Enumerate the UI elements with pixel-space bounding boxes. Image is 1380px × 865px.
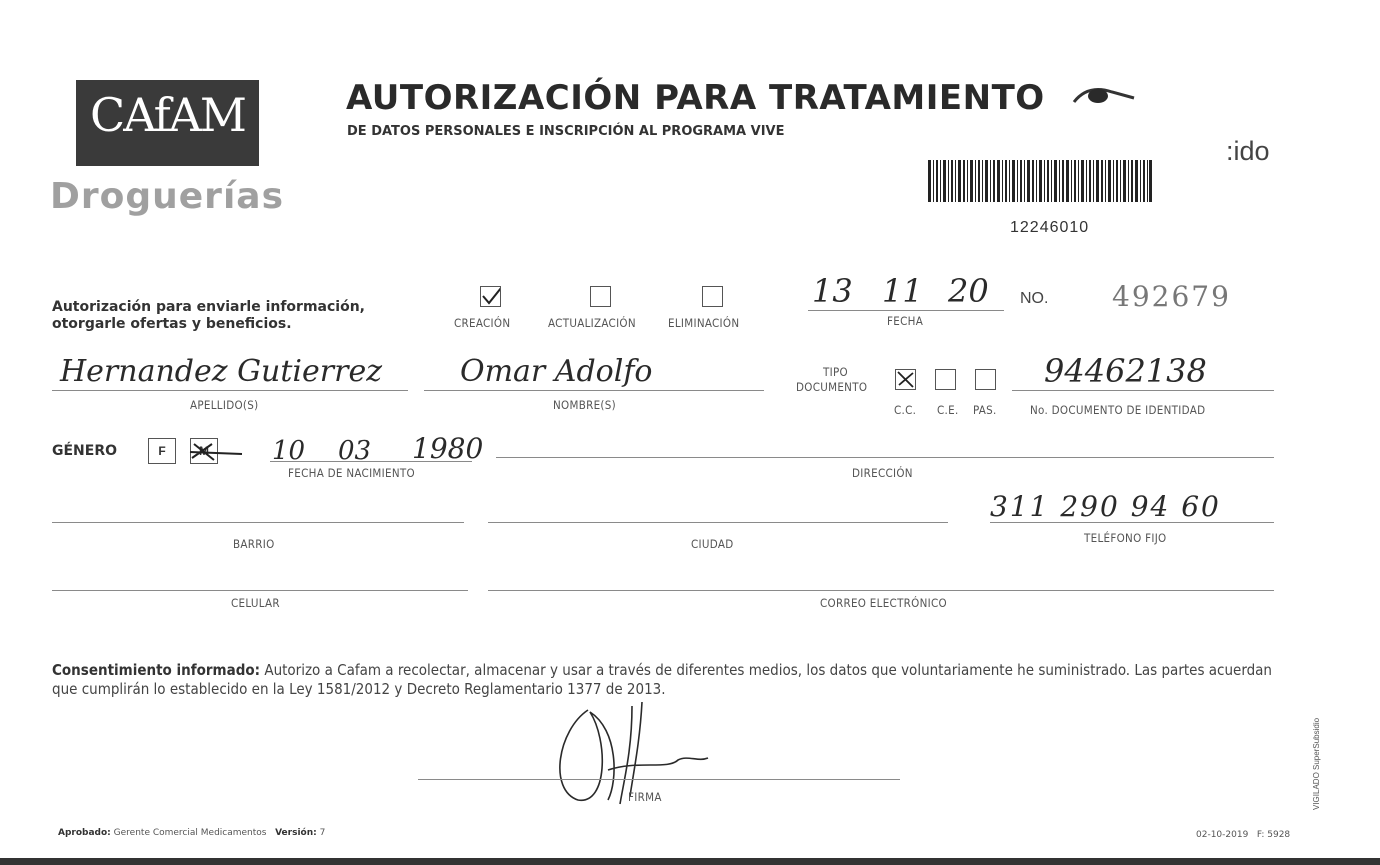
date-line	[808, 310, 1004, 311]
actualizacion-label: ACTUALIZACIÓN	[548, 316, 636, 330]
date-label: FECHA	[887, 314, 924, 328]
barrio-field[interactable]	[52, 522, 464, 523]
date-year: 20	[948, 272, 989, 310]
nombre-field[interactable]	[424, 390, 764, 391]
documento-label: DOCUMENTO	[796, 380, 868, 394]
barcode	[928, 160, 1152, 202]
barrio-label: BARRIO	[233, 537, 275, 551]
cafam-logo: CAfAM	[90, 88, 245, 142]
eye-stamp-icon	[1068, 78, 1140, 110]
side-text-fragment: :ido	[1226, 136, 1270, 166]
nombre-label: NOMBRE(S)	[553, 398, 616, 412]
ce-checkbox[interactable]	[935, 369, 956, 390]
bottom-border	[0, 858, 1380, 865]
barcode-number: 12246010	[1010, 219, 1090, 236]
birth-date-label: FECHA DE NACIMIENTO	[288, 466, 415, 480]
eliminacion-label: ELIMINACIÓN	[668, 316, 740, 330]
tipo-label: TIPO	[823, 365, 848, 379]
apellido-label: APELLIDO(S)	[190, 398, 259, 412]
ce-label: C.E.	[937, 403, 959, 417]
creacion-label: CREACIÓN	[454, 316, 511, 330]
x-mark-icon	[896, 370, 915, 389]
pas-checkbox[interactable]	[975, 369, 996, 390]
telefono-field[interactable]	[990, 522, 1274, 523]
authorization-prompt-line1: Autorización para enviarle información,	[52, 299, 365, 315]
ciudad-field[interactable]	[488, 522, 948, 523]
creacion-checkbox[interactable]	[480, 286, 501, 307]
eliminacion-checkbox[interactable]	[702, 286, 723, 307]
document-title: AUTORIZACIÓN PARA TRATAMIENTO	[346, 78, 1045, 118]
form-code: 02-10-2019 F: 5928	[1196, 830, 1291, 840]
cc-checkbox[interactable]	[895, 369, 916, 390]
date-month: 11	[882, 272, 923, 310]
birth-month: 03	[338, 436, 372, 466]
doc-number-field[interactable]	[1012, 390, 1274, 391]
consent-text: Autorizo a Cafam a recolectar, almacenar y usar a través de diferentes medios, los datos que voluntariamente he suministrado. Las partes acuerdan que cumplirán lo establecido en la Ley 1581/2012 y Decreto Reglamentario 1377 de 2013.	[52, 661, 1272, 698]
genero-m-label: M	[199, 444, 209, 458]
genero-m-mark-icon	[188, 440, 244, 464]
form-number: 492679	[1112, 280, 1231, 313]
signature-line[interactable]	[418, 779, 900, 780]
direccion-label: DIRECCIÓN	[852, 466, 913, 480]
celular-label: CELULAR	[231, 596, 280, 610]
pas-label: PAS.	[973, 403, 997, 417]
genero-f-option[interactable]: F	[148, 438, 176, 464]
apellido-value: Hernandez Gutierrez	[60, 354, 383, 389]
celular-field[interactable]	[52, 590, 468, 591]
actualizacion-checkbox[interactable]	[590, 286, 611, 307]
vigilado-vertical-text: VIGILADO SuperSubsidio	[1312, 717, 1321, 810]
authorization-prompt	[52, 299, 365, 333]
direccion-field[interactable]	[496, 457, 1274, 458]
birth-day: 10	[272, 436, 306, 466]
cc-label: C.C.	[894, 403, 917, 417]
authorization-prompt-line2: otorgarle ofertas y beneficios.	[52, 316, 292, 332]
nombre-value: Omar Adolfo	[460, 354, 653, 389]
aprobado-label: Aprobado:	[58, 828, 111, 838]
doc-number-value: 94462138	[1044, 352, 1207, 390]
version-label: Versión:	[275, 828, 317, 838]
correo-label: CORREO ELECTRÓNICO	[820, 596, 947, 610]
footer-approval	[58, 828, 325, 838]
version-value: 7	[319, 828, 326, 838]
correo-field[interactable]	[488, 590, 1274, 591]
aprobado-value: Gerente Comercial Medicamentos	[113, 828, 267, 838]
doc-number-label: No. DOCUMENTO DE IDENTIDAD	[1030, 403, 1206, 417]
telefono-label: TELÉFONO FIJO	[1084, 531, 1167, 545]
check-icon	[481, 287, 500, 306]
telefono-value: 311 290 94 60	[990, 490, 1221, 523]
ciudad-label: CIUDAD	[691, 537, 734, 551]
birth-year: 1980	[412, 432, 484, 465]
birth-date-line[interactable]	[270, 461, 472, 462]
consent-paragraph	[52, 661, 1280, 699]
brand-subtitle: Droguerías	[50, 176, 284, 217]
consent-heading: Consentimiento informado:	[52, 661, 261, 679]
genero-label: GÉNERO	[52, 443, 118, 459]
date-day: 13	[812, 272, 853, 310]
signature-label: FIRMA	[628, 790, 662, 804]
number-label: NO.	[1020, 290, 1049, 307]
apellido-field[interactable]	[52, 390, 408, 391]
document-subtitle: DE DATOS PERSONALES E INSCRIPCIÓN AL PROGRAMA VIVE	[347, 124, 785, 139]
